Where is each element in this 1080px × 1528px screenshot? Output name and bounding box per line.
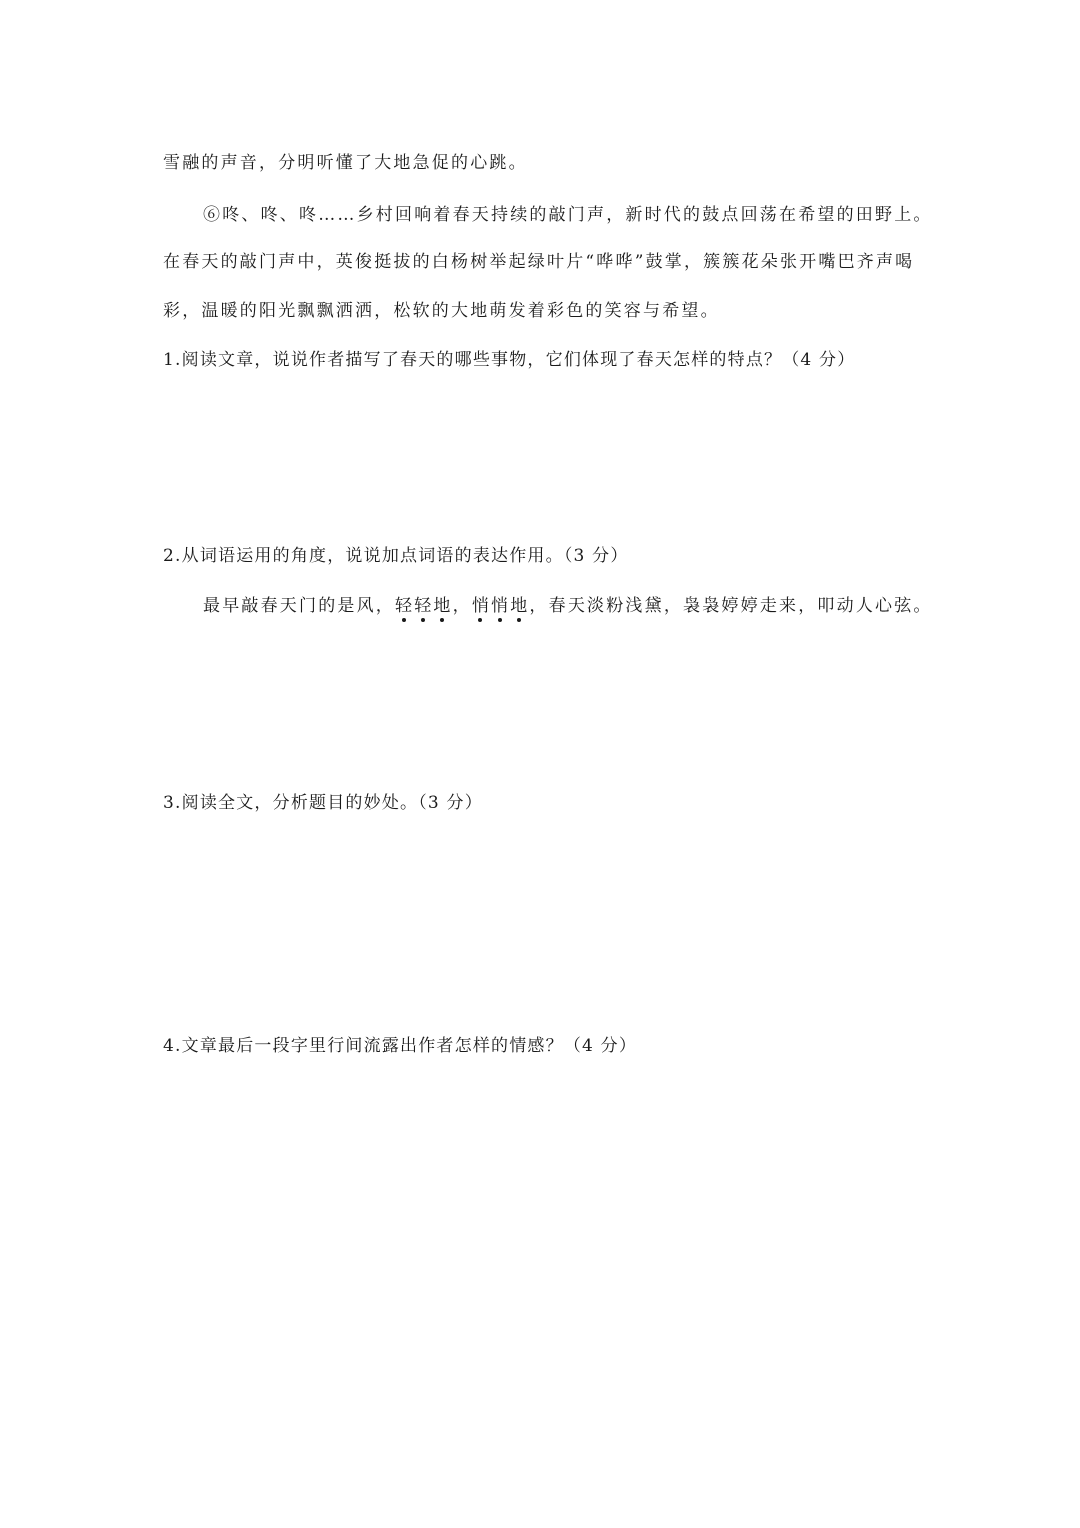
emphasized-char: 地 bbox=[433, 596, 453, 616]
emphasized-char: 悄 bbox=[491, 596, 511, 616]
passage-paragraph-6-line-1: ⑥咚、咚、咚……乡村回响着春天持续的敲门声，新时代的鼓点回荡在希望的田野上。 bbox=[203, 205, 933, 225]
emphasized-char: 悄 bbox=[471, 596, 492, 616]
emphasized-char: 轻 bbox=[395, 596, 415, 616]
emphasized-char: 地 bbox=[510, 596, 530, 616]
question-2-quote bbox=[203, 594, 933, 618]
passage-line-1: 雪融的声音，分明听懂了大地急促的心跳。 bbox=[163, 153, 528, 173]
question-2: 2.从词语运用的角度，说说加点词语的表达作用。（3 分） bbox=[163, 546, 629, 566]
emphasized-char: 轻 bbox=[414, 596, 434, 616]
question-4: 4.文章最后一段字里行间流露出作者怎样的情感？（4 分） bbox=[163, 1036, 638, 1056]
question-3: 3.阅读全文，分析题目的妙处。（3 分） bbox=[163, 793, 483, 813]
question-1: 1.阅读文章，说说作者描写了春天的哪些事物，它们体现了春天怎样的特点？（4 分） bbox=[163, 350, 856, 370]
passage-paragraph-6-line-3: 彩，温暖的阳光飘飘洒洒，松软的大地萌发着彩色的笑容与希望。 bbox=[163, 301, 720, 321]
quote-part-3: ，春天淡粉浅黛，袅袅婷婷走来，叩动人心弦。 bbox=[529, 596, 933, 616]
quote-part-2: ， bbox=[452, 596, 472, 616]
quote-part-1: 最早敲春天门的是风， bbox=[203, 596, 395, 616]
passage-paragraph-6-line-2: 在春天的敲门声中，英俊挺拔的白杨树举起绿叶片“哗哗”鼓掌，簇簇花朵张开嘴巴齐声喝 bbox=[163, 252, 915, 272]
